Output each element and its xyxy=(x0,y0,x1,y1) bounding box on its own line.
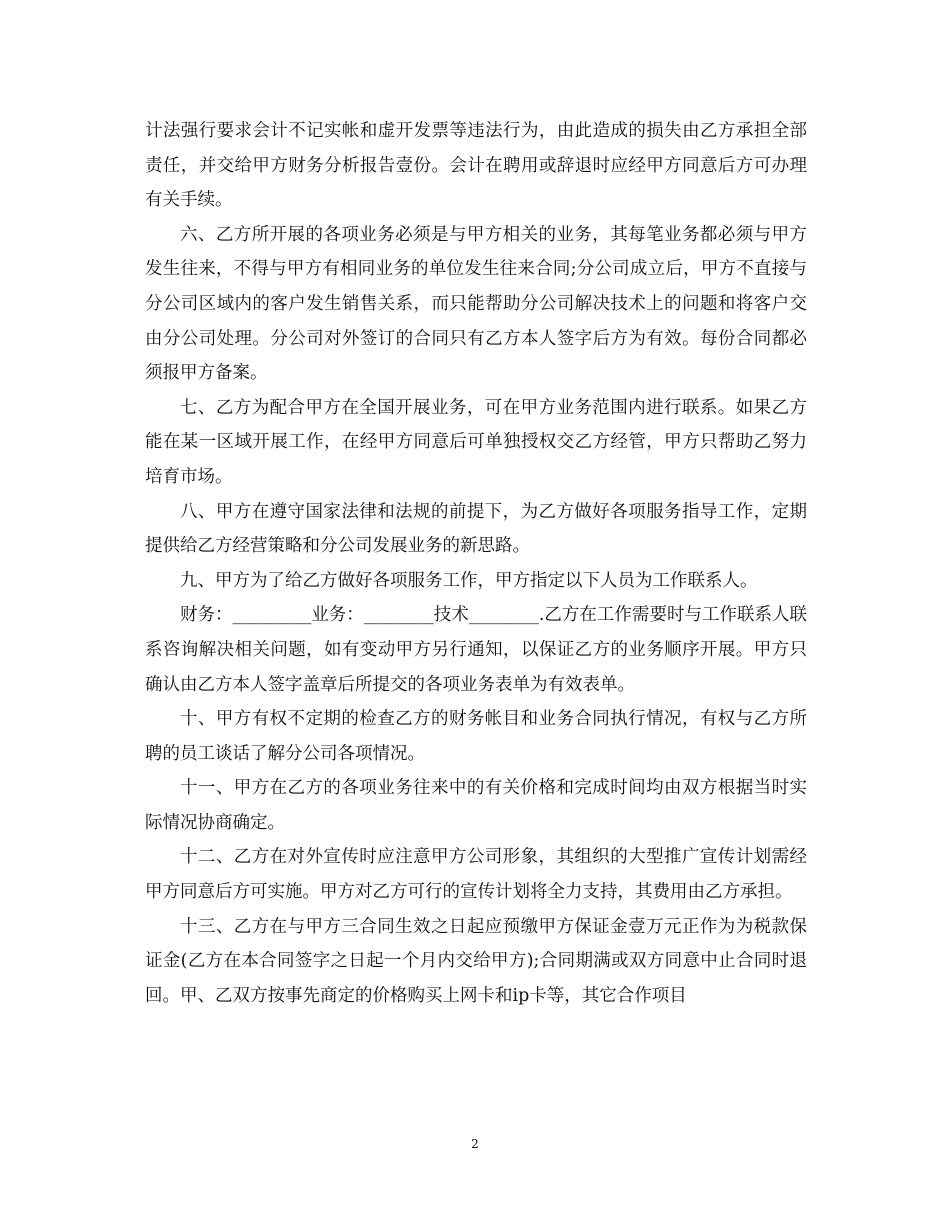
paragraph-clause-12: 十二、乙方在对外宣传时应注意甲方公司形象，其组织的大型推广宣传计划需经甲方同意后方可实施。甲方对乙方可行的宣传计划将全力支持，其费用由乙方承担。 xyxy=(145,847,807,903)
paragraph-clause-13: 十三、乙方在与甲方三合同生效之日起应预缴甲方保证金壹万元正作为为税款保证金(乙方在本合同签字之日起一个月内交给甲方);合同期满或双方同意中止合同时退回。甲、乙双方按事先商定的价格购买上网卡和ip卡等，其它合作项目 xyxy=(145,916,807,1006)
paragraph-clause-6: 六、乙方所开展的各项业务必须是与甲方相关的业务，其每笔业务都必须与甲方发生往来，不得与甲方有相同业务的单位发生往来合同;分公司成立后，甲方不直接与分公司区域内的客户发生销售关系，而只能帮助分公司解决技术上的问题和将客户交由分公司处理。分公司对外签订的合同只有乙方本人签字后方为有效。每份合同都必须报甲方备案。 xyxy=(145,224,807,384)
paragraph-continuation: 计法强行要求会计不记实帐和虚开发票等违法行为，由此造成的损失由乙方承担全部责任，并交给甲方财务分析报告壹份。会计在聘用或辞退时应经甲方同意后方可办理有关手续。 xyxy=(145,121,807,211)
paragraph-clause-11: 十一、甲方在乙方的各项业务往来中的有关价格和完成时间均由双方根据当时实际情况协商确定。 xyxy=(145,778,807,833)
paragraph-clause-7: 七、乙方为配合甲方在全国开展业务，可在甲方业务范围内进行联系。如果乙方能在某一区域开展工作，在经甲方同意后可单独授权交乙方经管，甲方只帮助乙努力培育市场。 xyxy=(145,397,807,487)
paragraph-clause-10: 十、甲方有权不定期的检查乙方的财务帐目和业务合同执行情况，有权与乙方所聘的员工谈话了解分公司各项情况。 xyxy=(145,709,807,764)
page-number: 2 xyxy=(471,1137,479,1151)
paragraph-contacts: 财务：_________业务：________技术________.乙方在工作需要时与工作联系人联系咨询解决相关问题，如有变动甲方另行通知，以保证乙方的业务顺序开展。甲方只确认由乙方本人签字盖章后所提交的各项业务表单为有效表单。 xyxy=(145,605,807,695)
paragraph-clause-9: 九、甲方为了给乙方做好各项服务工作，甲方指定以下人员为工作联系人。 xyxy=(180,570,758,591)
paragraph-clause-8: 八、甲方在遵守国家法律和法规的前提下，为乙方做好各项服务指导工作，定期提供给乙方经营策略和分公司发展业务的新思路。 xyxy=(145,501,807,557)
document-body xyxy=(145,114,807,1013)
